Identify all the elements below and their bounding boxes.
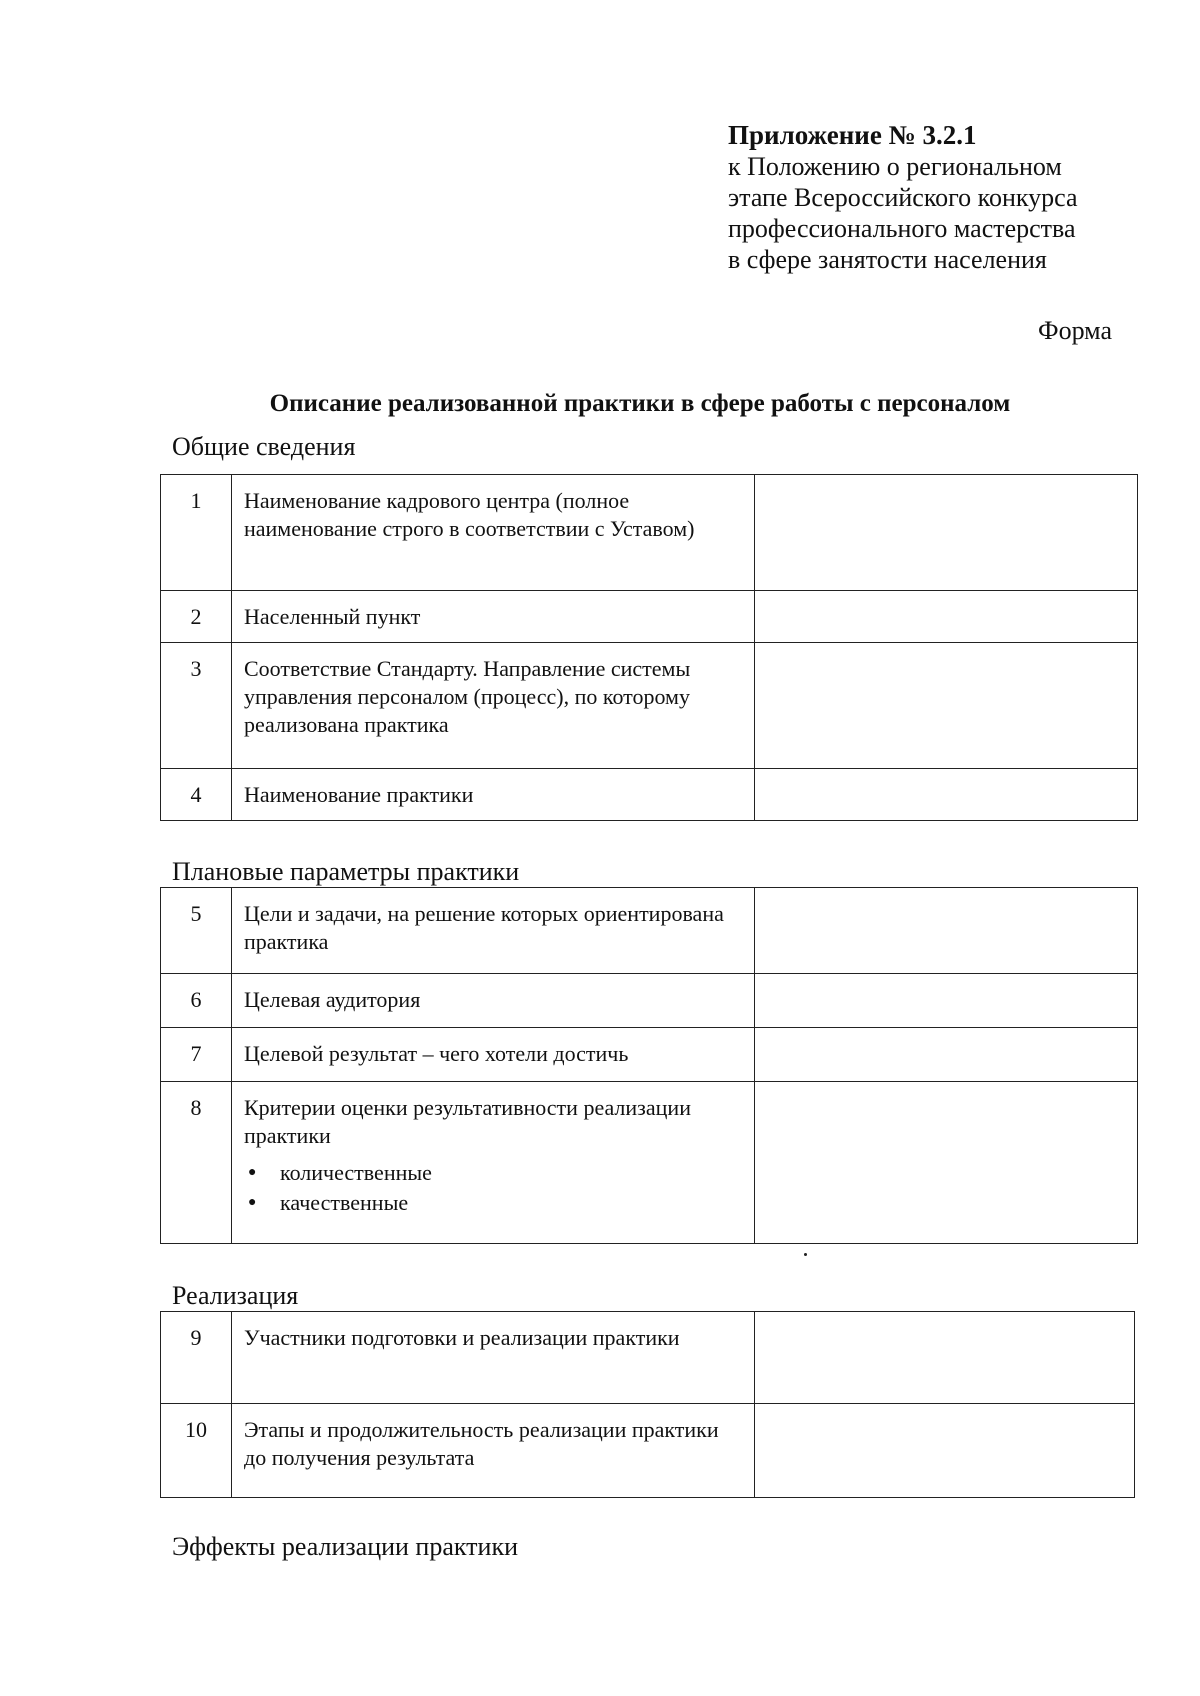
table-row [161,1028,1138,1082]
row-number: 5 [161,888,232,974]
row-number: 10 [161,1404,232,1498]
row-label: Этапы и продолжительность реализации практики до получения результата [232,1404,755,1498]
table-row [161,1404,1135,1498]
row-label: Населенный пункт [232,591,755,643]
criteria-list [244,1158,744,1218]
row-label: Целевая аудитория [232,974,755,1028]
scan-speck [804,1253,807,1256]
row-number: 3 [161,643,232,769]
appendix-line: этапе Всероссийского конкурса [728,183,1078,212]
appendix-line: в сфере занятости населения [728,245,1047,274]
section-label-planned: Плановые параметры практики [172,857,520,886]
form-label: Форма [1038,316,1112,345]
list-item: ● качественные [244,1188,744,1218]
appendix-header [728,120,1168,275]
section-label-implementation: Реализация [172,1281,299,1310]
general-info-table [160,474,1138,821]
row-number: 4 [161,769,232,821]
document-title: Описание реализованной практики в сфере работы с персоналом [269,390,1011,417]
row-number: 7 [161,1028,232,1082]
planned-params-table [160,887,1138,1244]
implementation-table [160,1311,1135,1498]
table-row [161,1312,1135,1404]
table-row [161,769,1138,821]
row-label-with-bullets [232,1082,755,1244]
section-label-general: Общие сведения [172,432,356,461]
row-label: Наименование кадрового центра (полное наименование строго в соответствии с Уставом) [232,475,755,591]
row-value-cell[interactable] [755,769,1138,821]
row-number: 2 [161,591,232,643]
row-label: Критерии оценки результативности реализации практики [244,1095,691,1148]
row-number: 1 [161,475,232,591]
row-label: Цели и задачи, на решение которых ориентирована практика [232,888,755,974]
appendix-title: Приложение № 3.2.1 [728,120,977,150]
row-number: 8 [161,1082,232,1244]
row-value-cell[interactable] [755,974,1138,1028]
section-label-effects: Эффекты реализации практики [172,1532,518,1561]
row-value-cell[interactable] [755,1082,1138,1244]
row-value-cell[interactable] [755,643,1138,769]
row-label: Наименование практики [232,769,755,821]
table-row [161,974,1138,1028]
table-row [161,643,1138,769]
row-value-cell[interactable] [755,888,1138,974]
row-value-cell[interactable] [755,1312,1135,1404]
row-label: Целевой результат – чего хотели достичь [232,1028,755,1082]
row-label: Соответствие Стандарту. Направление системы управления персоналом (процесс), по которому реализована практика [232,643,755,769]
row-number: 9 [161,1312,232,1404]
table-row [161,888,1138,974]
row-value-cell[interactable] [755,1028,1138,1082]
table-row [161,1082,1138,1244]
table-row [161,591,1138,643]
appendix-line: профессионального мастерства [728,214,1076,243]
list-item: ● количественные [244,1158,744,1188]
row-value-cell[interactable] [755,591,1138,643]
row-label: Участники подготовки и реализации практики [232,1312,755,1404]
table-row [161,475,1138,591]
row-number: 6 [161,974,232,1028]
appendix-line: к Положению о региональном [728,152,1062,181]
row-value-cell[interactable] [755,1404,1135,1498]
row-value-cell[interactable] [755,475,1138,591]
